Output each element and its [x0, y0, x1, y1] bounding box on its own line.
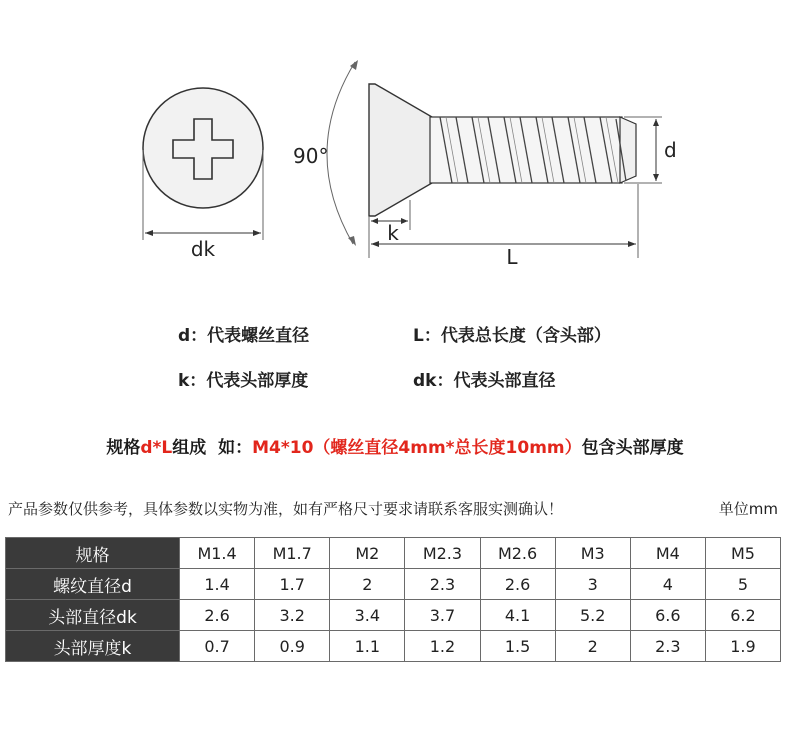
legend-L-desc: 代表总长度（含头部） — [440, 326, 611, 346]
k-dimension-label: k — [387, 221, 399, 245]
table-cell: 2.6 — [180, 600, 255, 631]
table-row-label: 头部厚度k — [6, 631, 180, 662]
table-cell: 1.2 — [405, 631, 480, 662]
table-cell: 5.2 — [555, 600, 630, 631]
legend-k-desc: 代表头部厚度 — [206, 371, 309, 391]
table-cell: 2.3 — [405, 569, 480, 600]
legend-k — [178, 366, 308, 391]
table-cell: 2.6 — [480, 569, 555, 600]
table-cell: 3.4 — [330, 600, 405, 631]
spec-table — [5, 537, 781, 662]
dk-dimension-label: dk — [190, 237, 216, 261]
table-cell: 4.1 — [480, 600, 555, 631]
legend-d-desc: 代表螺丝直径 — [207, 326, 310, 346]
d-dimension-label: d — [664, 138, 677, 162]
table-header-cell: M5 — [705, 538, 780, 569]
screw-side-view — [369, 84, 636, 216]
table-header-cell: M2.3 — [405, 538, 480, 569]
table-cell: 2 — [555, 631, 630, 662]
table-cell: 4 — [630, 569, 705, 600]
example-prefix: 规格 — [106, 438, 141, 458]
disclaimer-note: 产品参数仅供参考，具体参数以实物为准，如有严格尺寸要求请联系客服实测确认！ — [8, 500, 564, 518]
table-cell: 6.6 — [630, 600, 705, 631]
table-header-cell: M1.7 — [255, 538, 330, 569]
table-row-label: 头部直径dk — [6, 600, 180, 631]
screw-technical-drawing — [0, 0, 790, 300]
table-cell: 1.5 — [480, 631, 555, 662]
spec-example — [0, 433, 790, 458]
table-cell: 0.9 — [255, 631, 330, 662]
legend-k-key: k： — [178, 371, 207, 391]
L-dimension-label: L — [506, 245, 518, 269]
table-cell: 1.7 — [255, 569, 330, 600]
table-row-label: 螺纹直径d — [6, 569, 180, 600]
table-row — [6, 631, 781, 662]
table-row — [6, 569, 781, 600]
legend-d-key: d： — [178, 326, 208, 346]
table-header-cell: M4 — [630, 538, 705, 569]
table-cell: 3.7 — [405, 600, 480, 631]
angle-label: 90° — [293, 144, 329, 168]
table-cell: 5 — [705, 569, 780, 600]
table-header-cell: M2.6 — [480, 538, 555, 569]
table-cell: 1.1 — [330, 631, 405, 662]
table-header-cell: M3 — [555, 538, 630, 569]
legend-L — [413, 321, 611, 346]
example-spec-format: d*L — [140, 438, 173, 458]
legend-L-key: L： — [413, 326, 441, 346]
table-header-cell: M1.4 — [180, 538, 255, 569]
legend-dk — [413, 366, 555, 391]
table-cell: 1.9 — [705, 631, 780, 662]
table-cell: 2 — [330, 569, 405, 600]
L-dimension — [371, 184, 638, 269]
table-cell: 2.3 — [630, 631, 705, 662]
angle-dimension — [293, 60, 358, 246]
table-header-cell: M2 — [330, 538, 405, 569]
head-top-view — [143, 88, 263, 261]
example-sample: M4*10（螺丝直径4mm*总长度10mm） — [252, 438, 582, 458]
legend-d — [178, 321, 309, 346]
table-header-row — [6, 538, 781, 569]
legend-dk-key: dk： — [413, 371, 454, 391]
example-suffix: 包含头部厚度 — [581, 438, 684, 458]
table-cell: 3 — [555, 569, 630, 600]
table-cell: 1.4 — [180, 569, 255, 600]
table-row — [6, 600, 781, 631]
table-header-label: 规格 — [6, 538, 180, 569]
table-cell: 6.2 — [705, 600, 780, 631]
table-cell: 3.2 — [255, 600, 330, 631]
example-mid: 组成 如： — [172, 438, 253, 458]
unit-label: 单位mm — [718, 500, 778, 518]
table-cell: 0.7 — [180, 631, 255, 662]
legend-dk-desc: 代表头部直径 — [453, 371, 556, 391]
